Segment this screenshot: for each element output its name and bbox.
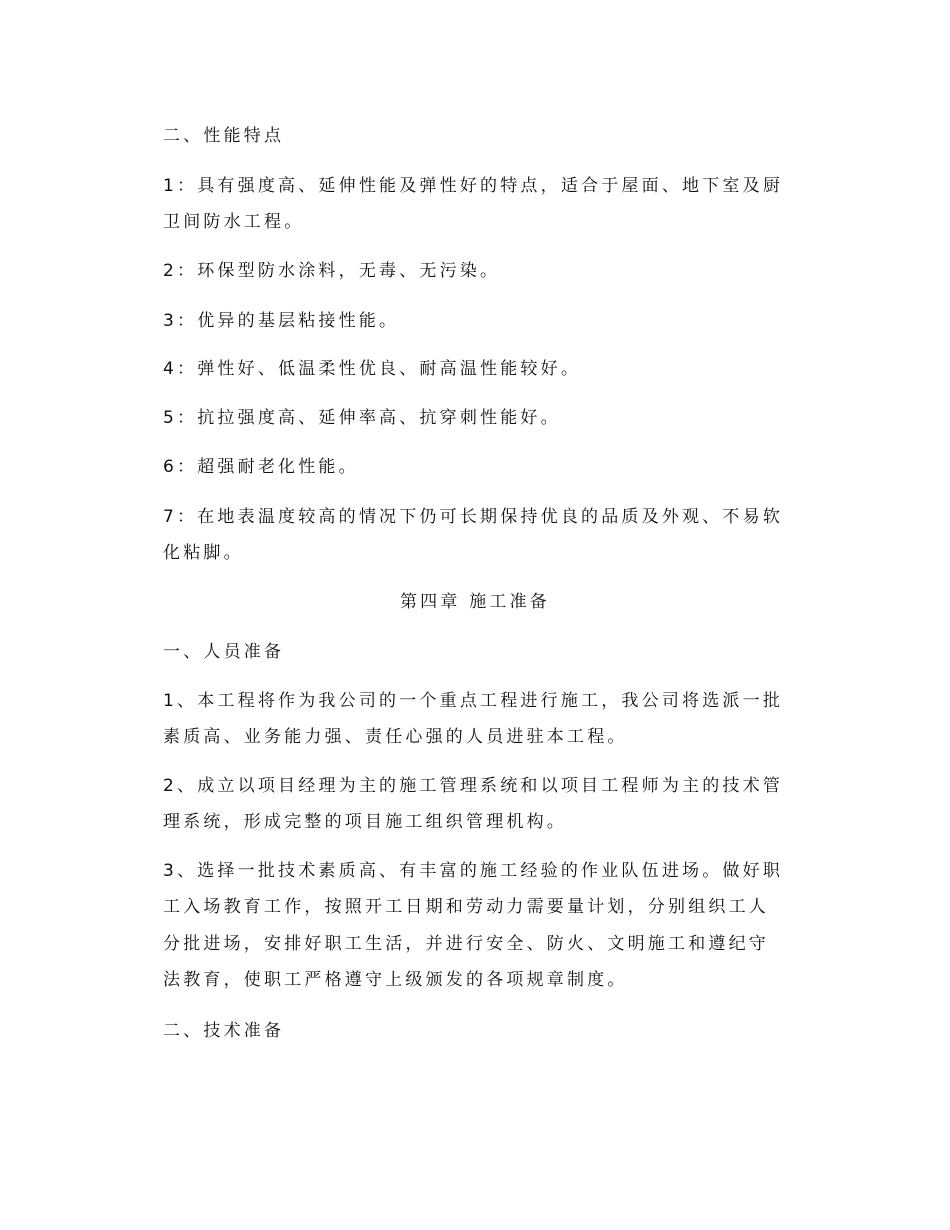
text-line: 1、本工程将作为我公司的一个重点工程进行施工，我公司将选派一批 bbox=[163, 691, 784, 711]
text-line: 3、选择一批技术素质高、有丰富的施工经验的作业队伍进场。做好职 bbox=[163, 861, 784, 881]
performance-item-2: 2：环保型防水涂料，无毒、无污染。 bbox=[163, 261, 501, 281]
text-line: 法教育，使职工严格遵守上级颁发的各项规章制度。 bbox=[163, 970, 628, 990]
text-line: 工入场教育工作，按照开工日期和劳动力需要量计划，分别组织工人 bbox=[163, 897, 769, 917]
performance-item-3: 3：优异的基层粘接性能。 bbox=[163, 311, 400, 331]
text-line: 1：具有强度高、延伸性能及弹性好的特点，适合于屋面、地下室及厨 bbox=[163, 176, 784, 196]
chapter-title: 第四章 施工准备 bbox=[399, 592, 550, 612]
text-line: 分批进场，安排好职工生活，并进行安全、防火、文明施工和遵纪守 bbox=[163, 934, 769, 954]
performance-item-5: 5：抗拉强度高、延伸率高、抗穿刺性能好。 bbox=[163, 408, 561, 428]
text-line: 化粘脚。 bbox=[163, 543, 244, 563]
text-line: 素质高、业务能力强、责任心强的人员进驻本工程。 bbox=[163, 727, 628, 747]
text-line: 2、成立以项目经理为主的施工管理系统和以项目工程师为主的技术管 bbox=[163, 776, 784, 796]
section-heading-technical: 二、技术准备 bbox=[163, 1021, 285, 1041]
text-line: 7：在地表温度较高的情况下仍可长期保持优良的品质及外观、不易软 bbox=[163, 507, 784, 527]
section-heading-personnel: 一、人员准备 bbox=[163, 642, 285, 662]
text-line: 理系统，形成完整的项目施工组织管理机构。 bbox=[163, 812, 567, 832]
performance-item-4: 4：弹性好、低温柔性优良、耐高温性能较好。 bbox=[163, 359, 582, 379]
section-heading-performance: 二、性能特点 bbox=[163, 126, 285, 146]
performance-item-6: 6：超强耐老化性能。 bbox=[163, 457, 359, 477]
text-line: 卫间防水工程。 bbox=[163, 212, 305, 232]
